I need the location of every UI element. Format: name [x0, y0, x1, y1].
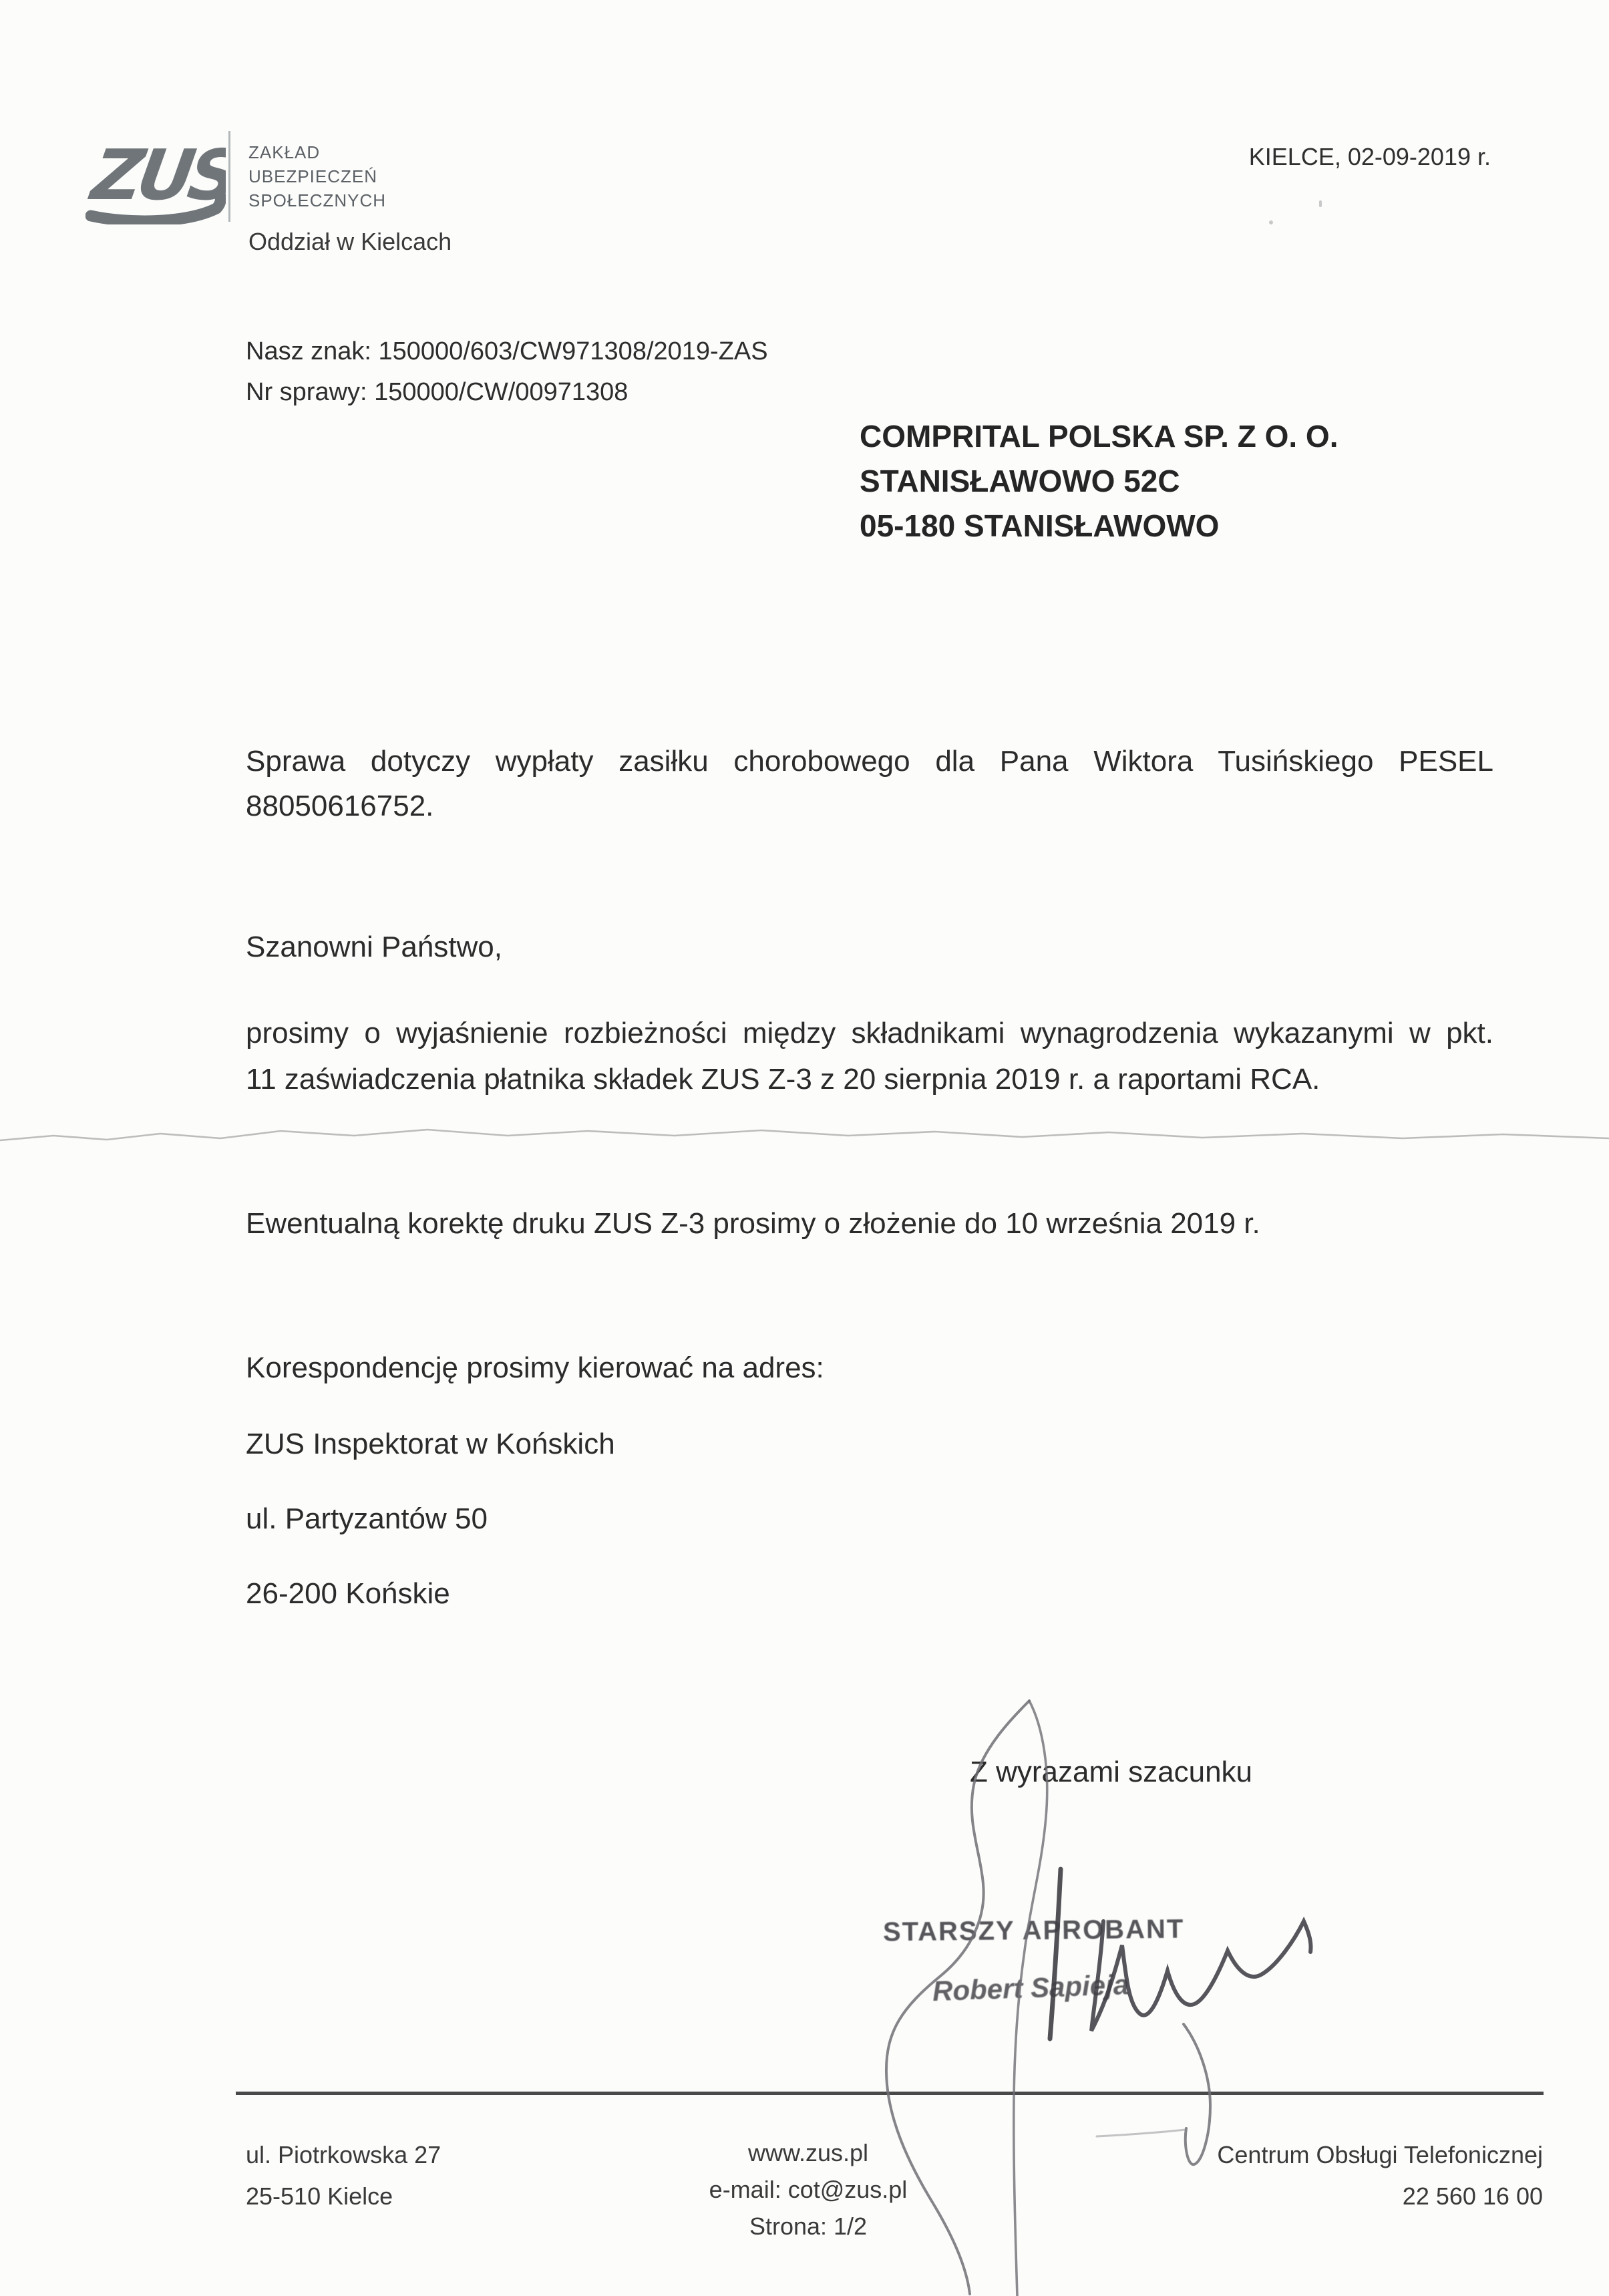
stamp-job-title: STARSZY APROBANT	[882, 1914, 1185, 1947]
salutation: Szanowni Państwo,	[246, 931, 502, 963]
zus-logo	[85, 130, 226, 224]
footer-website: www.zus.pl	[747, 2139, 869, 2166]
org-name-line: SPOŁECZNYCH	[248, 190, 387, 210]
reference-case-number: Nr sprawy: 150000/CW/00971308	[246, 378, 629, 406]
signature-curl-dash	[1097, 2130, 1185, 2136]
correspondence-address-line: ul. Partyzantów 50	[246, 1502, 488, 1535]
correction-deadline-paragraph: Ewentualną korektę druku ZUS Z-3 prosimy o złożenie do 10 września 2019 r.	[246, 1207, 1260, 1240]
recipient-city: 05-180 STANISŁAWOWO	[860, 508, 1220, 543]
footer-street: ul. Piotrkowska 27	[246, 2141, 441, 2168]
branch-name: Oddział w Kielcach	[248, 228, 452, 255]
request-line: 11 zaświadczenia płatnika składek ZUS Z-3 z 20 sierpnia 2019 r. a raportami RCA.	[246, 1063, 1320, 1096]
signature-scribble	[1050, 1869, 1061, 2039]
org-name-line: ZAKŁAD	[248, 142, 321, 162]
city-and-date: KIELCE, 02-09-2019 r.	[1248, 143, 1491, 170]
footer-page-number: Strona: 1/2	[749, 2212, 868, 2240]
footer-phone-number: 22 560 16 00	[1402, 2182, 1543, 2210]
letterhead-divider	[228, 131, 230, 222]
stamp-person-name: Robert Sapieja	[932, 1968, 1129, 2007]
request-paragraph	[246, 1010, 1493, 1102]
correspondence-intro: Korespondencję prosimy kierować na adres:	[246, 1351, 824, 1384]
footer-contact-center	[635, 2134, 982, 2245]
scan-speck	[1269, 220, 1273, 224]
subject-paragraph	[246, 739, 1493, 828]
request-line: prosimy o wyjaśnienie rozbieżności między składnikami wynagrodzenia wykazanymi w pkt.	[246, 1017, 1493, 1049]
reference-our-mark: Nasz znak: 150000/603/CW971308/2019-ZAS	[246, 337, 768, 365]
fold-line	[0, 1130, 1609, 1140]
closing-salutation: Z wyrazami szacunku	[970, 1756, 1253, 1788]
subject-line: 88050616752.	[246, 790, 434, 822]
footer-rule	[236, 2092, 1544, 2095]
scan-speck	[1319, 200, 1322, 207]
footer-phone	[1217, 2134, 1543, 2217]
footer-office-address	[246, 2134, 441, 2217]
org-name-line: UBEZPIECZEŃ	[248, 166, 378, 186]
recipient-street: STANISŁAWOWO 52C	[860, 464, 1180, 498]
zus-logo-text: ZUS	[86, 134, 226, 216]
footer-city: 25-510 Kielce	[246, 2182, 393, 2210]
footer-email: e-mail: cot@zus.pl	[709, 2176, 908, 2203]
correspondence-address-line: ZUS Inspektorat w Końskich	[246, 1428, 615, 1460]
recipient-company: COMPRITAL POLSKA SP. Z O. O.	[860, 419, 1338, 454]
subject-line: Sprawa dotyczy wypłaty zasiłku chorobowego dla Pana Wiktora Tusińskiego PESEL	[246, 745, 1493, 778]
correspondence-address-line: 26-200 Końskie	[246, 1577, 450, 1610]
org-name	[248, 140, 386, 212]
footer-phone-label: Centrum Obsługi Telefonicznej	[1217, 2141, 1543, 2168]
recipient-address	[860, 414, 1338, 548]
zus-logo-icon	[85, 130, 226, 224]
